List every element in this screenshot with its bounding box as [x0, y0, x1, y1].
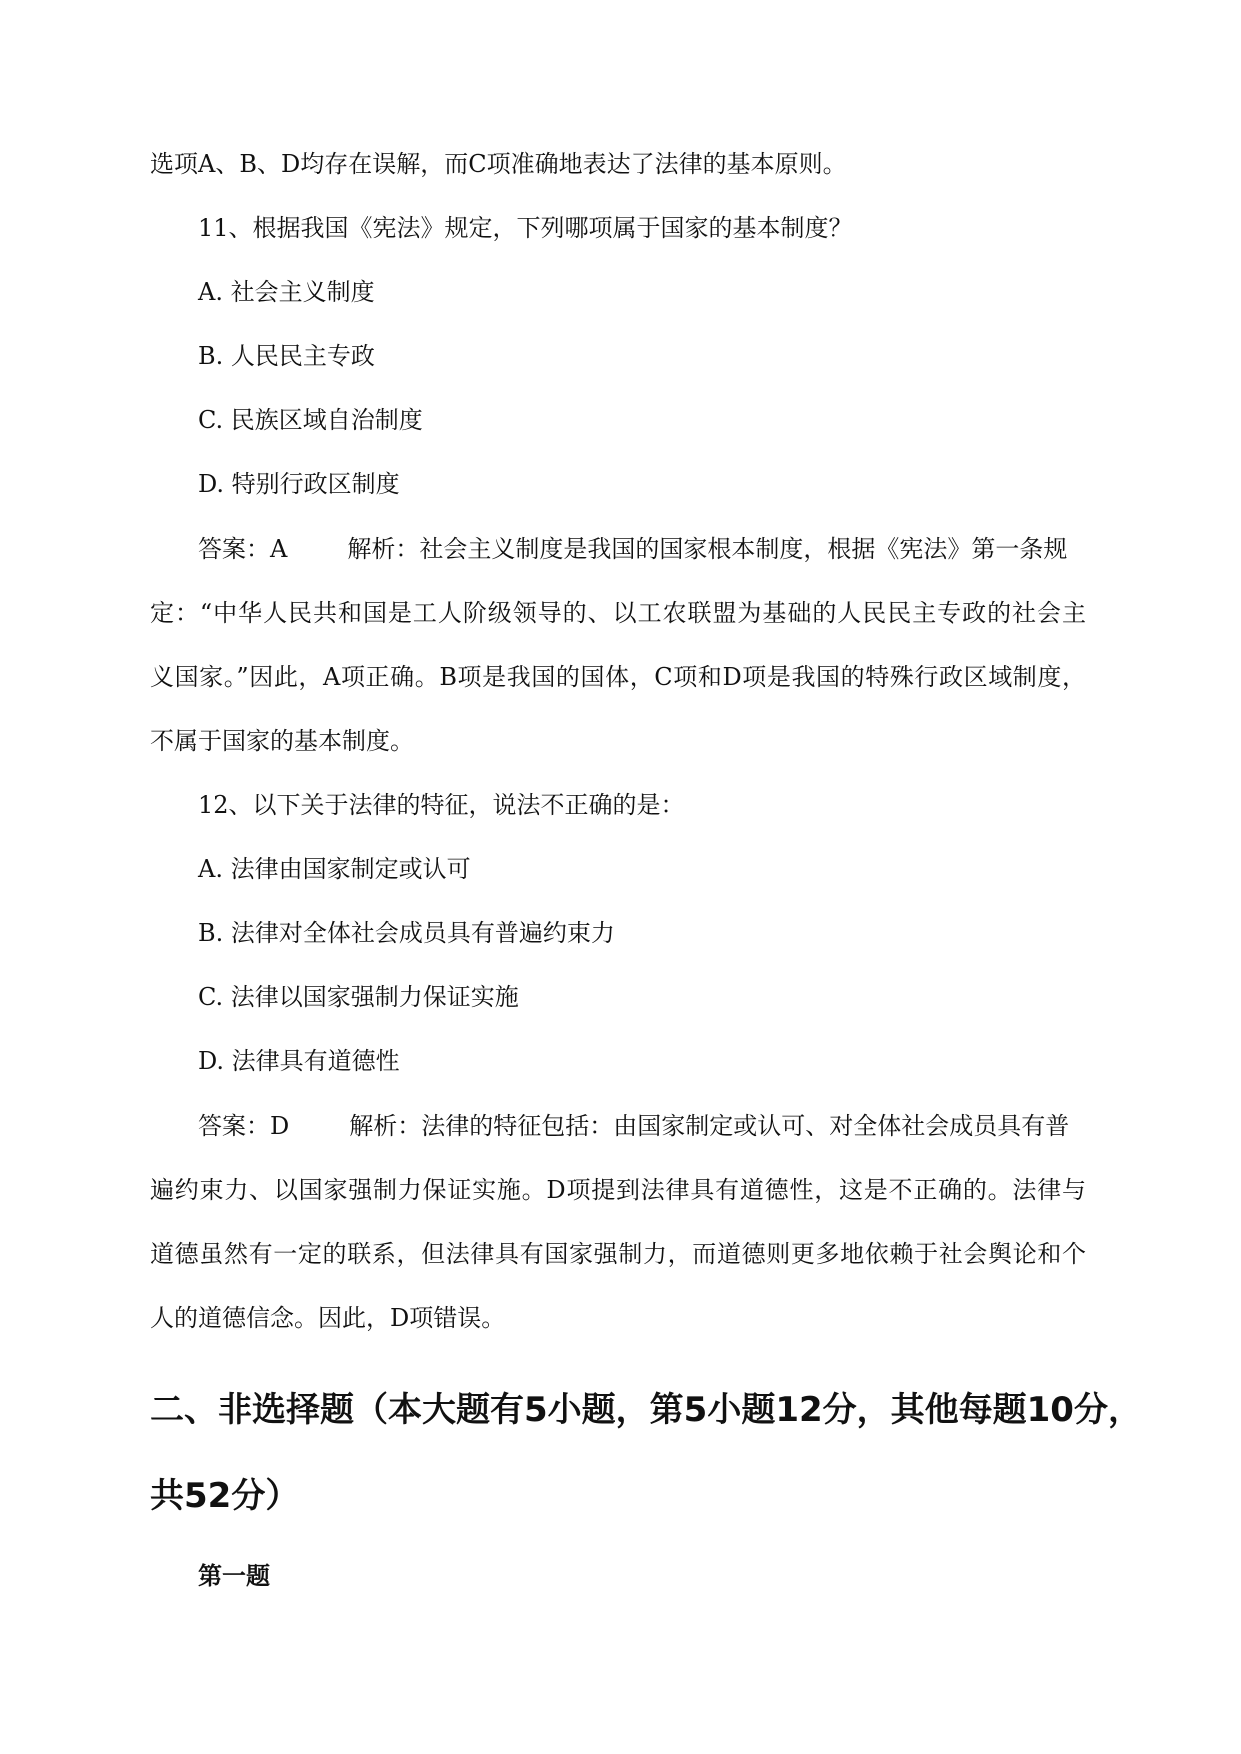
question-12-explanation-line-2: 遍约束力、以国家强制力保证实施。D项提到法律具有道德性，这是不正确的。法律与	[150, 1176, 1086, 1204]
question-12-answer: 答案：D	[198, 1112, 290, 1140]
question-11-option-b: B. 人民民主专政	[198, 342, 375, 370]
question-11-answer-line	[198, 535, 1067, 563]
question-11-option-a: A. 社会主义制度	[198, 278, 375, 306]
question-12-explanation-line-4: 人的道德信念。因此，D项错误。	[150, 1304, 506, 1332]
intro-line: 选项A、B、D均存在误解，而C项准确地表达了法律的基本原则。	[150, 150, 847, 178]
question-11-explanation-line-3: 义国家。”因此，A项正确。B项是我国的国体，C项和D项是我国的特殊行政区域制度，	[150, 663, 1086, 691]
first-question-label: 第一题	[198, 1562, 270, 1590]
question-12-explanation-line-3: 道德虽然有一定的联系，但法律具有国家强制力，而道德则更多地依赖于社会舆论和个	[150, 1240, 1086, 1268]
question-12-option-b: B. 法律对全体社会成员具有普遍约束力	[198, 919, 615, 947]
question-11-explanation-line-4: 不属于国家的基本制度。	[150, 727, 414, 755]
question-12-option-a: A. 法律由国家制定或认可	[198, 855, 471, 883]
section-2-title-line-1: 二、非选择题（本大题有5小题，第5小题12分，其他每题10分，	[150, 1390, 1142, 1430]
question-11-answer: 答案：A	[198, 535, 288, 563]
question-11-option-c: C. 民族区域自治制度	[198, 406, 423, 434]
question-12-stem: 12、以下关于法律的特征，说法不正确的是：	[198, 791, 685, 819]
question-12-explanation-line-1: 解析：法律的特征包括：由国家制定或认可、对全体社会成员具有普	[349, 1112, 1070, 1140]
question-11-stem: 11、根据我国《宪法》规定，下列哪项属于国家的基本制度？	[198, 214, 853, 242]
question-11-option-d: D. 特别行政区制度	[198, 470, 400, 498]
question-11-explanation-line-1: 解析：社会主义制度是我国的国家根本制度，根据《宪法》第一条规	[347, 535, 1068, 563]
question-12-answer-line	[198, 1112, 1069, 1140]
question-12-option-d: D. 法律具有道德性	[198, 1047, 400, 1075]
question-12-option-c: C. 法律以国家强制力保证实施	[198, 983, 519, 1011]
section-2-title-line-2: 共52分）	[150, 1476, 300, 1516]
question-11-explanation-line-2: 定：“中华人民共和国是工人阶级领导的、以工农联盟为基础的人民民主专政的社会主	[150, 599, 1086, 627]
